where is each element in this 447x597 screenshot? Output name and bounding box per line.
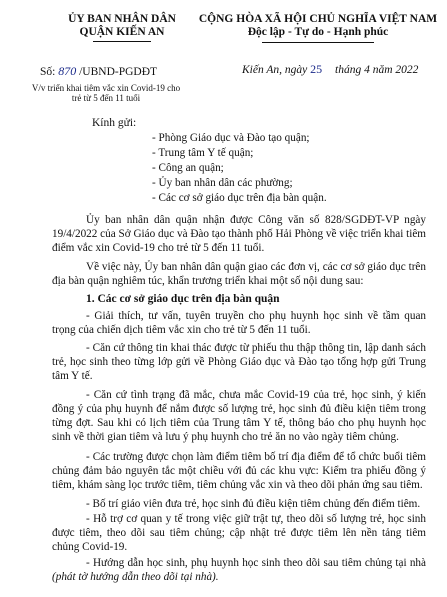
document-number	[40, 64, 157, 79]
subject-line-1: V/v triển khai tiêm vắc xin Covid-19 cho	[31, 83, 181, 93]
motto: Độc lập - Tự do - Hạnh phúc	[247, 26, 389, 38]
so-number: 870	[58, 64, 77, 78]
subject-line-2: trẻ từ 5 đến 11 tuổi	[71, 93, 141, 103]
org-underline	[93, 41, 151, 42]
recipient-4: - Ủy ban nhân dân các phường;	[152, 177, 293, 189]
nation-title: CỘNG HÒA XÃ HỘI CHỦ NGHĨA VIỆT NAM	[198, 13, 438, 25]
motto-underline	[262, 42, 374, 43]
section-heading-1: 1. Các cơ sở giáo dục trên địa bàn quận	[86, 293, 280, 305]
bullet-7-text: - Hướng dẫn học sinh, phụ huynh học sinh theo dõi sau tiêm chủng tại nhà	[86, 557, 426, 569]
bullet-2: - Căn cứ thông tin khai thác được từ phiếu thu thập thông tin, lập danh sách trẻ, học sinh theo từng lớp gửi về Phòng Giáo dục và Đào tạo tổng hợp gửi Trung tâm Y tế.	[52, 342, 426, 382]
date-rest: tháng 4 năm 2022	[335, 64, 419, 76]
org-line-2: QUẬN KIẾN AN	[79, 26, 165, 38]
bullet-5: - Bố trí giáo viên đưa trẻ, học sinh đủ điều kiện tiêm chủng đến điểm tiêm.	[86, 498, 421, 510]
bullet-6: - Hỗ trợ cơ quan y tế trong việc giữ trật tự, theo dõi số lượng trẻ, học sinh được tiêm, theo dõi sau tiêm chủng; cập nhật trẻ được tiêm lên nền tảng tiêm chủng Covid-19.	[52, 513, 426, 553]
paragraph-intro: Ủy ban nhân dân quận nhận được Công văn số 828/SGDĐT-VP ngày 19/4/2022 của Sở Giáo dục và Đào tạo thành phố Hải Phòng về việc triển khai tiêm điểm vắc xin Covid-19 cho trẻ từ 5 đến 11 tuổi.	[52, 214, 426, 254]
so-suffix: /UBND-PGDĐT	[79, 66, 158, 78]
so-label: Số:	[40, 66, 56, 78]
date-place: Kiến An, ngày	[242, 64, 308, 76]
date-day: 25	[310, 62, 323, 76]
recipient-5: - Các cơ sở giáo dục trên địa bàn quận.	[152, 192, 327, 204]
bullet-7	[52, 556, 426, 584]
document-date	[242, 62, 418, 77]
greeting: Kính gửi:	[92, 117, 137, 129]
bullet-4: - Các trường được chọn làm điểm tiêm bố trí địa điểm để tổ chức buổi tiêm chủng đảm bảo nguyên tắc một chiều với đủ các khu vực: Kiểm tra phiếu đồng ý tiêm, khám sàng lọc trước tiêm, tiêm chủng vắc xin và theo dõi phản ứng sau tiêm.	[52, 451, 426, 491]
recipient-2: - Trung tâm Y tế quận;	[152, 147, 254, 159]
recipient-3: - Công an quận;	[152, 162, 224, 174]
bullet-3: - Căn cứ tình trạng đã mắc, chưa mắc Covid-19 của trẻ, học sinh, ý kiến đồng ý của phụ huynh để nắm được số lượng trẻ, học sinh đủ điều kiện tiêm trong từng đợt. Sau khi có lịch tiêm của Trung tâm Y tế, thông báo cho phụ huynh học sinh về thời gian tiêm và lưu ý phụ huynh cho trẻ ăn no vào ngày tiêm chủng.	[52, 389, 426, 443]
paragraph-assignment: Về việc này, Ủy ban nhân dân quận giao các đơn vị, các cơ sở giáo dục trên địa bàn quận nghiêm túc, khẩn trương triển khai một số nội dung sau:	[52, 261, 426, 287]
org-line-1: ỦY BAN NHÂN DÂN	[68, 13, 176, 25]
bullet-7-italic: (phát tờ hướng dẫn theo dõi tại nhà).	[52, 571, 219, 583]
bullet-1: - Giải thích, tư vấn, tuyên truyền cho phụ huynh học sinh về tầm quan trọng của chiến dịch tiêm vắc xin cho trẻ từ 5 đến 11 tuổi.	[52, 310, 426, 336]
recipient-1: - Phòng Giáo dục và Đào tạo quận;	[152, 132, 310, 144]
